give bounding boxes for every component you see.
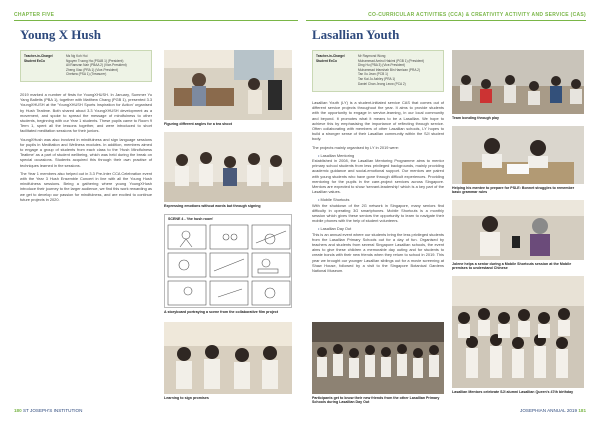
exco-name: Muhammad Irfanshah Bin Hamizan (PRA 2) xyxy=(358,67,421,72)
project-text: With the shutdown of the 2G network in Singapore, many seniors find difficulty in operating 3G smartphones. Mobile Shortcuts is a monthly session which gives these seniors the opportunity to learn to navigate their mobile phones with the help of student volunteers. xyxy=(312,202,444,224)
exco-name: Ali Ramzan Nair (PBAA 2) (Vice-President) xyxy=(66,63,127,68)
team-bonding-caption: Team bonding through play xyxy=(452,116,500,120)
young-x-hush-body xyxy=(20,92,152,392)
exco-name: Daniel Chan Jeong Leow (PCA 2) xyxy=(358,81,406,86)
header-rule-left xyxy=(14,20,298,21)
mentoring-photo xyxy=(452,126,584,184)
exco-label: Teacher-in-Charge/ Student ExCo xyxy=(316,54,345,63)
bullet-icon: • xyxy=(318,197,320,203)
annual-name: JOSEPHIAN ANNUAL 2019 xyxy=(520,408,578,413)
intro-paragraph: Lasallian Youth (LY) is a student-initiated service CAS that comes out of different service projects throughout the year. It aims to provide students with the opportunity to engage in service-learning, in our local community and beyond. It promotes what it means to be a Lasallian. We hope to achieve this by emphasising the importance of reflecting through service. Often collaborating with members of other Lasallian schools, LY hopes to build a stronger sense of their Lasallian community within the SJI student body. xyxy=(312,100,444,142)
exco-names xyxy=(66,54,148,77)
exco-name: Tan Kai Ju Ashley (PRA 1) xyxy=(358,76,396,81)
right-page-number: 181 xyxy=(578,408,586,413)
footer-left xyxy=(14,408,82,413)
exco-name: Muhammad Amirul Hakimi (PGB 1) (President) xyxy=(358,58,425,63)
body-paragraph: YoungXHush was also involved in mindfulness and sign language sessions for pupils in Meditation and Wellness modules. In addition, members aimed to engage a group of students from each class to the 'Hush Mindfulness Teatime' as a part of student wellbeing, which was held during the break on special occasions. Students acquired this through their own practise of techniques learned in the sessions. xyxy=(20,136,152,168)
exco-name: Mr Raymond Wong xyxy=(358,54,386,58)
exco-name: Zheng Xiao (PRA 1) (Vice-President) xyxy=(66,67,119,72)
school-name: ST JOSEPH'S INSTITUTION xyxy=(22,408,83,413)
projects-intro: The projects mainly organised by LY in 2019 were: xyxy=(312,144,400,150)
storyboard-caption: A storyboard portraying a scene from the collaborative film project xyxy=(164,310,279,314)
exco-names xyxy=(358,54,440,86)
exco-name: Tan Xu Jean (PCB 1) xyxy=(358,72,388,77)
team-bonding-photo xyxy=(452,50,584,114)
tea-shoot-photo xyxy=(164,50,292,120)
young-x-hush-title: Young X Hush xyxy=(20,27,101,42)
bullet-icon: • xyxy=(318,152,320,158)
mobile-shortcuts-photo xyxy=(452,200,584,260)
lasallian-youth-title: Lasallian Youth xyxy=(312,27,400,42)
mentoring-caption: Helping his mentee to prepare for PSLE: Bonnet struggles to remember basic grammar rules xyxy=(452,186,575,195)
project-name: Mobile Shortcuts xyxy=(320,197,350,203)
mobile-shortcuts-caption: Jolene helps a senior during a Mobile Shortcuts session at the Mobile premises to understand Chinese xyxy=(452,262,572,271)
project-name: Lasallian Mentoring xyxy=(320,152,355,158)
project-text: Established in 2008, the Lasallian Mentoring Programme aims to mentor primary school students from less privileged backgrounds, mainly providing academic guidance and social-emotional support. Our mentors are paired with young students who have gone through difficult experiences. Providing mentoring for the pupils in the care-project services across Singapore. Mentors are expected to show 'servant-leadership' which is a key part of the Lasallian values. xyxy=(312,158,444,195)
header-rule-right xyxy=(306,20,586,21)
mentors-celebrate-photo xyxy=(452,276,584,388)
signing-caption: Expressing emotions without words but through signing xyxy=(164,204,261,208)
project-name: Lasallian Day Out xyxy=(320,226,352,232)
chapter-header: CHAPTER FIVE xyxy=(14,12,55,18)
footer-right xyxy=(520,408,586,413)
mentors-celebrate-caption: Lasallian Mentors celebrate SJI alumni Lasallian Queen's 47th birthday xyxy=(452,390,574,394)
day-out-caption: Participants get to know their new friends from the other Lasallian Primary Schools during Lasallian Day Out xyxy=(312,396,440,405)
section-header: CO-CURRICULAR ACTIVITIES (CCA) & CREATIVITY ACTIVITY AND SERVICE (CAS) xyxy=(368,12,586,18)
lasallian-youth-exco-box xyxy=(312,50,444,92)
exco-name: Chelsea (PSA 1) (Treasurer) xyxy=(66,72,107,77)
exco-name: Nguyen Truong Ha (PSAB 1) (President) xyxy=(66,58,124,63)
storyboard-title: SCENE 4 - 'the hush room' xyxy=(168,217,214,221)
sign-promises-caption: Learning to sign promises xyxy=(164,396,209,400)
body-paragraph: The Year 1 members also helped out in 3.3 Pre-Inter CCA Celebration event with the Year 3 Hush Ensemble Concert in line with all the Young Hush mindfulness sessions. Being a gathering where young YoungXHush introduce their journey to the larger audience, we find this work rewarding as we get to develop our passion for mindfulness, and are excited to continue future projects in 2020. xyxy=(20,170,152,202)
bullet-icon: • xyxy=(318,226,320,232)
body-paragraph: 2019 marked a number of firsts for YoungXHUSH. In January, Summer Yu Yang Balletts (PBA 1), together with Matthew Chang (PGB 1), presented 3.3 YoungXHUSH at the 'YoungXHUSH Sports Inspiration for Action' organised by Hush Teatime. Both shared about 3.3 YoungXHUSH development as a movement, and spoke to spread the message of mindfulness to other students, beginning with our Year 1 students. These pupils came to Room 9 Term 1, spent all the lessons together, and were introduced to short facilitated meditation sessions for their juniors. xyxy=(20,92,152,134)
tea-shoot-caption: Figuring different angles for a tea shoot xyxy=(164,122,232,126)
storyboard-image xyxy=(164,214,292,308)
signing-photo xyxy=(164,132,292,202)
day-out-photo xyxy=(312,322,444,394)
left-page-number: 180 xyxy=(14,408,22,413)
project-text: This is an annual event where our students bring the less privileged students from the Lasallian Primary Schools out for a day of fun. Organised by teachers and students from several Singapore Lasallian schools, the event aims to give these children a memorable day outing and for students to create bonds with their new friends when they return to school in 2019. This year we brought our younger Lasallian siblings out for a movie screening at Shaw House, followed by a visit to the Singapore Botanical Gardens National Museum. xyxy=(312,231,444,274)
exco-label: Teacher-in-Charge/ Student ExCo xyxy=(24,54,53,63)
exco-name: Ding Hu (PBA 3) (Vice-President) xyxy=(358,63,406,68)
young-x-hush-exco-box xyxy=(20,50,152,82)
sign-promises-photo xyxy=(164,322,292,394)
exco-name: Ms Ng Koh Hui xyxy=(66,54,88,58)
